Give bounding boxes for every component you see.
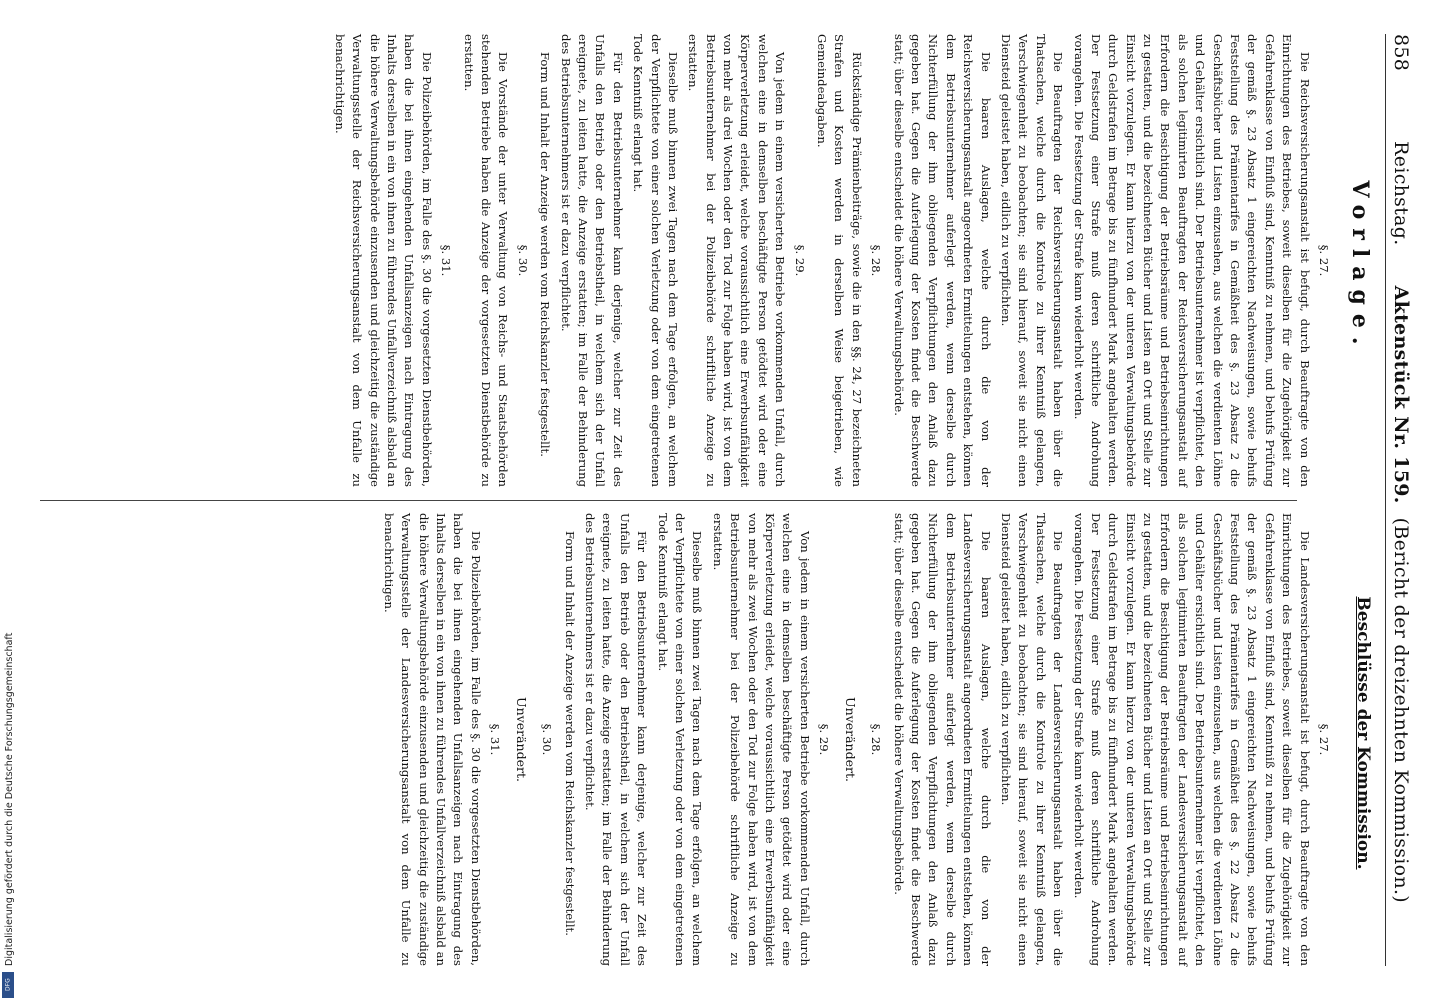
paragraph: Von jedem in einem versicherten Betriebe vorkommenden Unfall, durch welchen eine in demselben beschäftigte Person getödtet wird oder eine Körperverletzung erleidet, welche voraussichtlich eine Erwerbsunfähigkeit von mehr als drei Wochen oder den Tod zur Folge haben wird, ist von dem Betriebsunternehmer bei der Polizeibehörde schriftliche Anzeige zu erstatten.	[686, 34, 788, 487]
paragraph: Von jedem in einem versicherten Betriebe vorkommenden Unfall, durch welchen eine in demselben beschäftigte Person getödtet wird oder eine Körperverletzung erleidet, welche voraussichtlich eine Erwerbsunfähigkeit von mehr als zwei Wochen oder den Tod zur Folge haben wird, ist von dem Betriebsunternehmer bei der Polizeibehörde schriftliche Anzeige zu erstatten.	[710, 513, 812, 966]
section-heading: §. 29.	[792, 244, 807, 277]
section-heading: §. 31.	[488, 723, 503, 756]
dfg-logo: DFG	[2, 972, 14, 998]
section-heading: §. 30.	[540, 723, 555, 756]
right-column	[328, 513, 1337, 966]
unchanged-note: Unverändert.	[513, 697, 529, 782]
paragraph: Für den Betriebsunternehmer kann derjenige, welcher zur Zeit des Unfalls den Betrieb oder den Betriebstheil, in welchem sich der Unfall ereignete, zu leiten hatte, die Anzeige erstatten; im Falle der Behinderung des Betriebsunternehmers ist er dazu verpflichtet.	[583, 513, 650, 966]
paragraph: Rückständige Prämienbeiträge, sowie die in den §§. 24, 27 bezeichneten Strafen und Kosten werden in derselben Weise beigetrieben, wie Gemeindeabgaben.	[815, 34, 864, 487]
right-column-heading: Beschlüsse der Kommission.	[1353, 596, 1373, 870]
document-number-text: Aktenstück Nr. 159.	[1390, 285, 1412, 504]
paragraph: Form und Inhalt der Anzeige werden vom Reichskanzler festgestellt.	[538, 52, 553, 457]
section-heading: §. 29.	[817, 723, 832, 756]
column-headings	[1347, 34, 1373, 966]
paragraph: Die Reichsversicherungsanstalt ist befugt, durch Beauftragte von den Einrichtungen des Betriebes, soweit dieselben für die Zugehörigkeit zur Gefahrenklasse von Einfluß sind, Kenntniß zu nehmen, und behufs Prüfung der gemäß §. 23 Absatz 1 eingereichten Nachweisungen, sowie behufs Feststellung des Prämientarifes in Gemäßheit des §. 23 Absatz 2 die Geschäftsbücher und Listen einzusehen, aus welchen die verdienten Löhne und Gehälter ersichtlich sind. Der Betriebsunternehmer ist verpflichtet, den als solchen legitimirten Beauftragten der Reichsversicherungsanstalt auf Erfordern die Besichtigung der Betriebsräume und Betriebseinrichtungen zu gestatten, und die bezeichneten Bücher und Listen an Ort und Stelle zur Einsicht vorzulegen. Er kann hierzu von der unteren Verwaltungsbehörde durch Geldstrafen im Betrage bis zu fünfhundert Mark angehalten werden. Der Festsetzung einer Strafe muß deren schriftliche Androhung vorangehen. Die Festsetzung der Strafe kann wiederholt werden.	[1071, 34, 1312, 487]
unchanged-note: Unverändert.	[842, 697, 858, 782]
paragraph: Form und Inhalt der Anzeige werden vom Reichskanzler festgestellt.	[562, 531, 577, 936]
section-heading: §. 28.	[869, 244, 884, 277]
paragraph: Die Beauftragten der Landesversicherungsanstalt haben über die Thatsachen, welche durch die Kontrole zu ihrer Kenntniß gelangen, Verschwiegenheit zu beobachten; sie sind hierauf, soweit sie nicht einen Diensteid geleistet haben, eidlich zu verpflichten.	[998, 513, 1066, 966]
report-title: (Bericht der dreizehnten Kommission.)	[1390, 517, 1412, 904]
section-heading: §. 31.	[439, 244, 454, 277]
section-heading: §. 27.	[1317, 244, 1331, 277]
paragraph: Die Polizeibehörden, im Falle des §. 30 die vorgesetzten Dienstbehörden, haben die bei ihnen eingehenden Unfallsanzeigen nach Eintragung des Inhalts derselben in ein von ihnen zu führendes Unfallverzeichniß alsbald an die höhere Verwaltungsbehörde einzusenden und gleichzeitig die zuständige Verwaltungsstelle der Landesversicherungsanstalt von dem Unfalle zu benachrichtigen.	[381, 513, 483, 966]
left-column-heading: Vorlage.	[1347, 180, 1373, 354]
paragraph: Die Vorstände der unter Verwaltung von Reichs- und Staatsbehörden stehenden Betriebe haben die Anzeige der vorgesetzten Dienstbehörde zu erstatten.	[461, 34, 511, 487]
paragraph: Die Beauftragten der Reichsversicherungsanstalt haben über die Thatsachen, welche durch die Kontrole zu ihrer Kenntniß gelangen, Verschwiegenheit zu beobachten; sie sind hierauf, soweit sie nicht einen Diensteid geleistet haben, eidlich zu verpflichten.	[998, 34, 1066, 487]
paragraph: Die baaren Auslagen, welche durch die von der Reichsversicherungsanstalt angeordneten Ermittelungen entstehen, können dem Betriebsunternehmer auferlegt werden, wenn derselbe durch Nichterfüllung der ihm obliegenden Verpflichtungen den Anlaß dazu gegeben hat. Gegen die Auferlegung der Kosten findet die Beschwerde statt; über dieselbe entscheidet die höhere Verwaltungsbehörde.	[891, 34, 993, 487]
section-heading: §. 30.	[515, 244, 530, 277]
page-header	[1385, 34, 1412, 966]
document-number	[1390, 286, 1412, 504]
paragraph: Dieselbe muß binnen zwei Tagen nach dem Tage erfolgen, an welchem der Verpflichtete von einer solchen Verletzung oder von dem eingetretenen Tode Kenntniß erlangt hat.	[655, 513, 705, 966]
digitization-credit	[0, 0, 16, 1000]
paragraph: Dieselbe muß binnen zwei Tagen nach dem Tage erfolgen, an welchem der Verpflichtete von einer solchen Verletzung oder von dem eingetretenen Tode Kenntniß erlangt hat.	[631, 34, 680, 487]
page-number: 858	[1390, 34, 1412, 72]
left-column	[328, 34, 1337, 487]
section-heading: §. 27.	[1317, 723, 1331, 756]
paragraph: Die Polizeibehörden, im Falle des §. 30 die vorgesetzten Dienstbehörden, haben die bei ihnen eingehenden Unfallsanzeigen nach Eintragung des Inhalts derselben in ein von ihnen zu führendes Unfallverzeichniß alsbald an die höhere Verwaltungsbehörde einzusenden und gleichzeitig die zuständige Verwaltungsstelle der Reichsversicherungsanstalt von dem Unfalle zu benachrichtigen.	[332, 34, 434, 487]
paragraph: Für den Betriebsunternehmer kann derjenige, welcher zur Zeit des Unfalls den Betrieb oder den Betriebstheil, in welchem sich der Unfall ereignete, zu leiten hatte, die Anzeige erstatten; im Falle der Behinderung des Betriebsunternehmers ist er dazu verpflichtet.	[558, 34, 625, 487]
paragraph: Die Landesversicherungsanstalt ist befugt, durch Beauftragte von den Einrichtungen des Betriebes, soweit dieselben für die Zugehörigkeit zur Gefahrenklasse von Einfluß sind, Kenntniß zu nehmen, und behufs Prüfung der gemäß §. 23 Absatz 1 eingereichten Nachweisungen, sowie behufs Feststellung des Prämientarifes in Gemäßheit des §. 22 Absatz 2 die Geschäftsbücher und Listen einzusehen, aus welchen die verdienten Löhne und Gehälter ersichtlich sind. Der Betriebsunternehmer ist verpflichtet, den als solchen legitimirten Beauftragten der Landesversicherungsanstalt auf Erfordern die Besichtigung der Betriebsräume und Betriebseinrichtungen zu gestatten, und die bezeichneten Bücher und Listen an Ort und Stelle zur Einsicht vorzulegen. Er kann hierzu von der unteren Verwaltungsbehörde durch Geldstrafen im Betrage bis zu fünfhundert Mark angehalten werden. Der Festsetzung einer Strafe muß deren schriftliche Androhung vorangehen. Die Festsetzung der Strafe kann wiederholt werden.	[1071, 513, 1312, 966]
section-heading: §. 28.	[869, 723, 884, 756]
organ-title: Reichstag.	[1390, 141, 1412, 246]
column-divider	[40, 500, 1297, 501]
paragraph: Die baaren Auslagen, welche durch die von der Landesversicherungsanstalt angeordneten Ermittelungen entstehen, können dem Betriebsunternehmer auferlegt werden, wenn derselbe durch Nichterfüllung der ihm obliegenden Verpflichtungen den Anlaß dazu gegeben hat. Gegen die Auferlegung der Kosten findet die Beschwerde statt; über dieselbe entscheidet die höhere Verwaltungsbehörde.	[891, 513, 993, 966]
credit-text: Digitalisierung gefördert durch die Deutsche Forschungsgemeinschaft	[4, 632, 15, 966]
